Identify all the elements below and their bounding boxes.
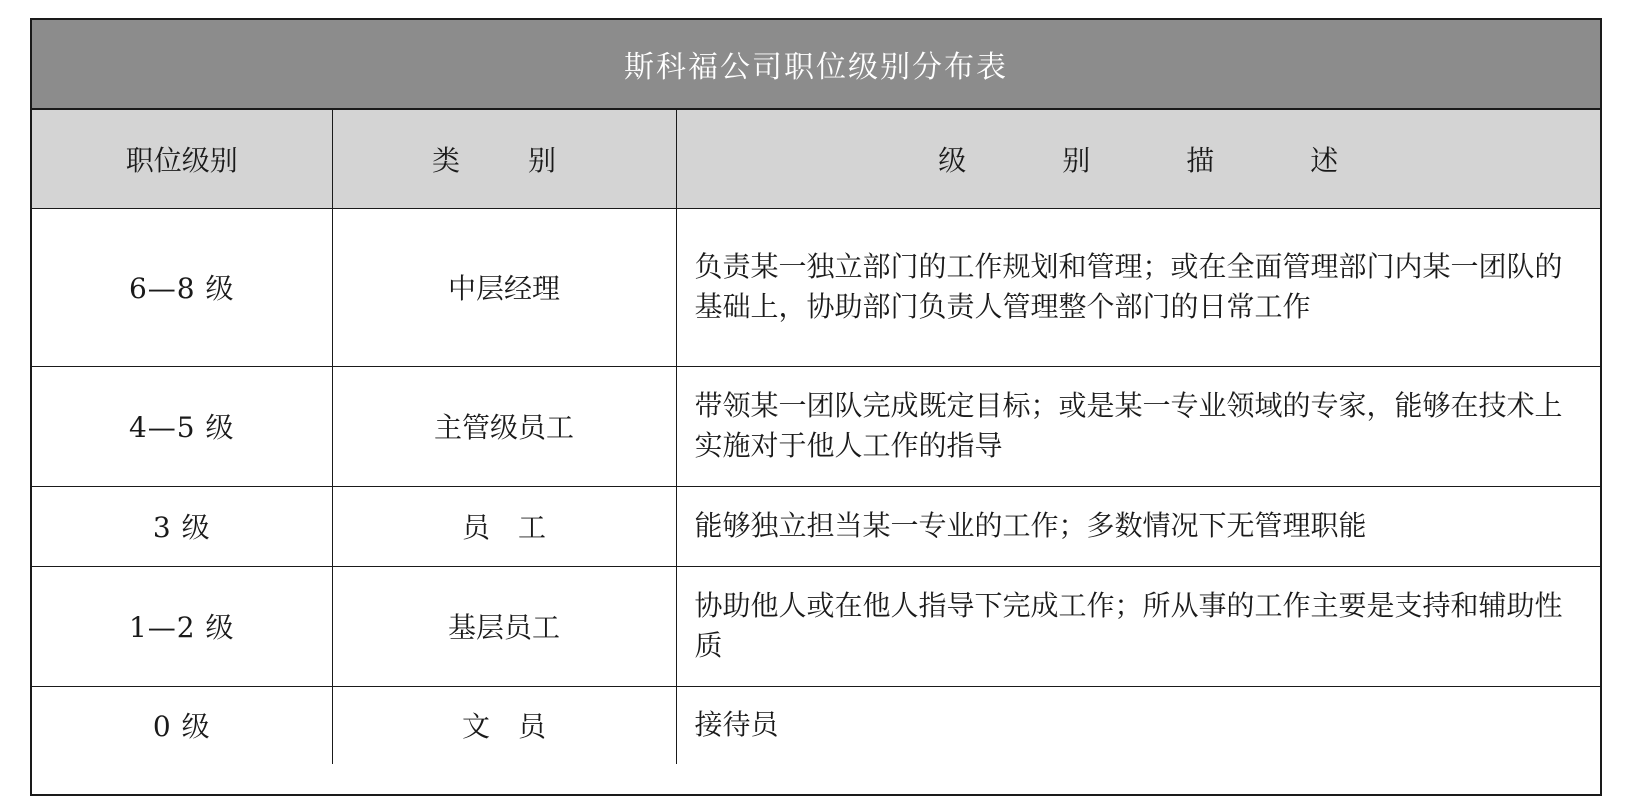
- row-level: 6—8 级: [32, 208, 332, 366]
- position-level-table: [30, 18, 1602, 796]
- header-category: 类 别: [332, 110, 676, 208]
- row-category: 主管级员工: [332, 366, 676, 486]
- row-category: 员 工: [332, 486, 676, 566]
- row-level: 4—5 级: [32, 366, 332, 486]
- table-row: [32, 566, 1600, 686]
- row-level: 0 级: [32, 686, 332, 764]
- table-row: [32, 686, 1600, 764]
- row-category: 基层员工: [332, 566, 676, 686]
- row-level: 1—2 级: [32, 566, 332, 686]
- header-description: 级别描述: [676, 110, 1600, 208]
- table-title: 斯科福公司职位级别分布表: [32, 20, 1600, 110]
- header-row: [32, 110, 1600, 208]
- row-category: 中层经理: [332, 208, 676, 366]
- level-grid: [32, 110, 1600, 764]
- row-description: 接待员: [676, 686, 1600, 764]
- table-row: [32, 486, 1600, 566]
- table-row: [32, 366, 1600, 486]
- row-description: 能够独立担当某一专业的工作；多数情况下无管理职能: [676, 486, 1600, 566]
- table-row: [32, 208, 1600, 366]
- row-category: 文 员: [332, 686, 676, 764]
- row-description: 负责某一独立部门的工作规划和管理；或在全面管理部门内某一团队的基础上，协助部门负责人管理整个部门的日常工作: [676, 208, 1600, 366]
- row-description: 协助他人或在他人指导下完成工作；所从事的工作主要是支持和辅助性质: [676, 566, 1600, 686]
- row-description: 带领某一团队完成既定目标；或是某一专业领域的专家，能够在技术上实施对于他人工作的指导: [676, 366, 1600, 486]
- header-level: 职位级别: [32, 110, 332, 208]
- row-level: 3 级: [32, 486, 332, 566]
